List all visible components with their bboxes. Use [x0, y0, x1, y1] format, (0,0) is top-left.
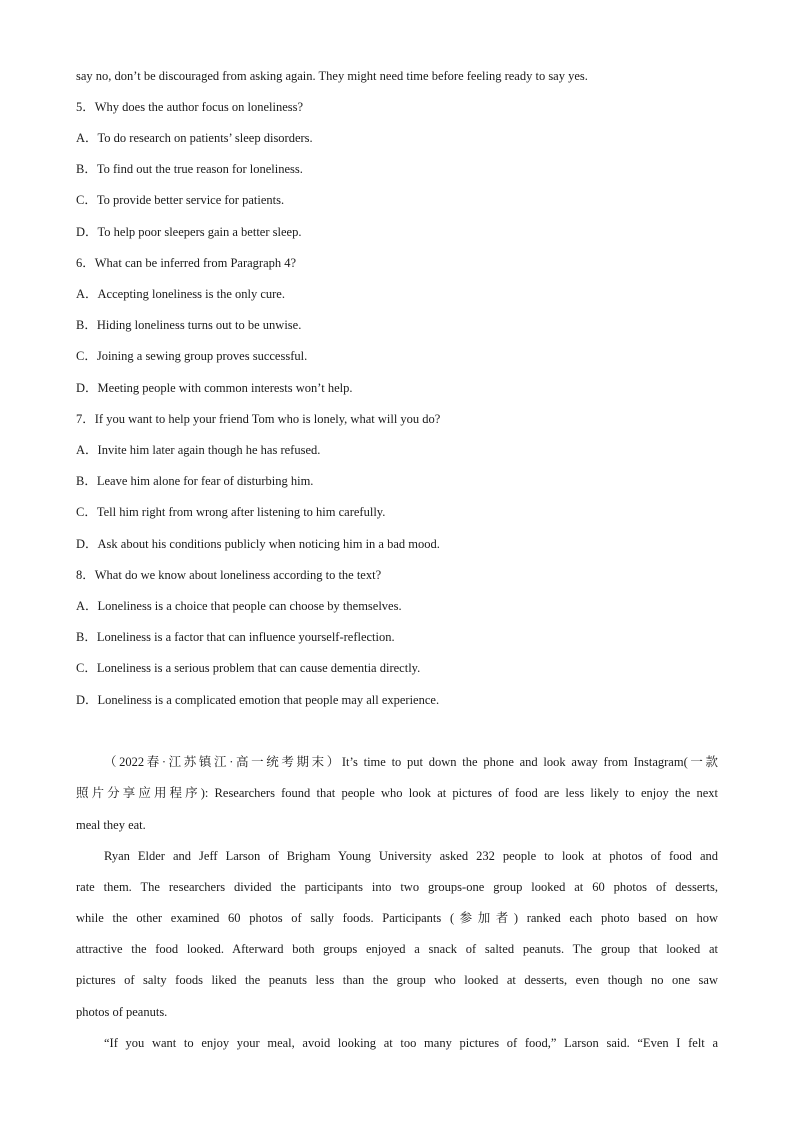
passage-line: “If you want to enjoy your meal, avoid looking at too many pictures of food,” Larson said. “Even I felt a	[104, 1036, 718, 1050]
question-5-option-a: A．To do research on patients’ sleep disorders.	[76, 131, 313, 145]
question-8-option-c: C．Loneliness is a serious problem that can cause dementia directly.	[76, 661, 421, 675]
question-5-option-d: D．To help poor sleepers gain a better sleep.	[76, 225, 302, 239]
question-6-option-d: D．Meeting people with common interests won’t help.	[76, 381, 353, 395]
passage-line: attractive the food looked. Afterward both groups enjoyed a snack of salted peanuts. The group that looked at	[76, 942, 718, 956]
passage-line: 照片分享应用程序): Researchers found that people who look at pictures of food are less likely to enjoy the next	[76, 786, 718, 800]
question-6-stem: 6．What can be inferred from Paragraph 4?	[76, 256, 297, 270]
question-8-option-d: D．Loneliness is a complicated emotion that people may all experience.	[76, 693, 440, 707]
passage-line: while the other examined 60 photos of sally foods. Participants (参加者) ranked each photo based on how	[76, 911, 718, 925]
question-7-option-c: C．Tell him right from wrong after listening to him carefully.	[76, 505, 386, 519]
passage-line: Ryan Elder and Jeff Larson of Brigham Young University asked 232 people to look at photos of food and	[104, 849, 718, 863]
passage-line: meal they eat.	[76, 818, 146, 832]
passage-line: pictures of salty foods liked the peanuts less than the group who looked at desserts, even though no one saw	[76, 973, 718, 987]
question-7-option-a: A．Invite him later again though he has refused.	[76, 443, 321, 457]
question-7-stem: 7．If you want to help your friend Tom who is lonely, what will you do?	[76, 412, 441, 426]
question-5-option-c: C．To provide better service for patients.	[76, 193, 285, 207]
question-6-option-b: B．Hiding loneliness turns out to be unwise.	[76, 318, 302, 332]
question-6-option-a: A．Accepting loneliness is the only cure.	[76, 287, 285, 301]
question-6-option-c: C．Joining a sewing group proves successful.	[76, 349, 308, 363]
continuation-line: say no, don’t be discouraged from asking again. They might need time before feeling ready to say yes.	[76, 69, 588, 83]
passage-line: （2022春·江苏镇江·高一统考期末）It’s time to put down the phone and look away from Instagram(一款	[104, 755, 718, 769]
question-5-option-b: B．To find out the true reason for loneliness.	[76, 162, 303, 176]
question-8-stem: 8．What do we know about loneliness according to the text?	[76, 568, 382, 582]
question-5-stem: 5．Why does the author focus on loneliness?	[76, 100, 304, 114]
question-7-option-d: D．Ask about his conditions publicly when noticing him in a bad mood.	[76, 537, 440, 551]
question-8-option-a: A．Loneliness is a choice that people can choose by themselves.	[76, 599, 402, 613]
passage-line: photos of peanuts.	[76, 1005, 168, 1019]
passage-line: rate them. The researchers divided the participants into two groups-one group looked at 60 photos of desserts,	[76, 880, 718, 894]
question-7-option-b: B．Leave him alone for fear of disturbing him.	[76, 474, 314, 488]
question-8-option-b: B．Loneliness is a factor that can influence yourself-reflection.	[76, 630, 395, 644]
